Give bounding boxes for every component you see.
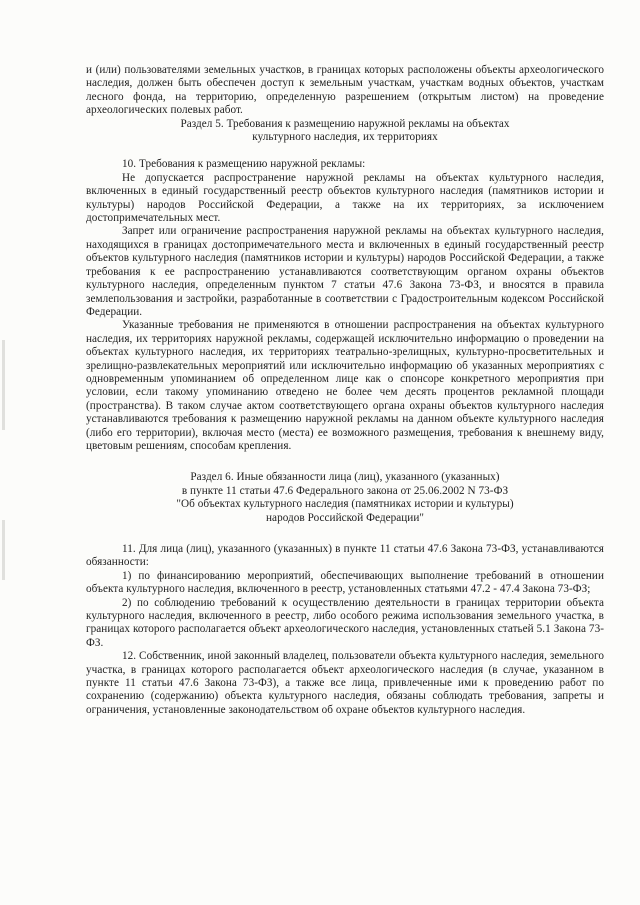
item10-paragraph-1: Не допускается распространение наружной рекламы на объектах культурного наследия, включенных в единый государственный реестр объектов культурного наследия (памятников истории и культуры) народов Российской Федерации, а также на их территориях, за исключением достопримечательных мест. [86, 171, 604, 225]
item10-paragraph-3: Указанные требования не применяются в отношении распространения на объектах культурного наследия, их территориях наружной рекламы, содержащей исключительно информацию о проведении на объектах культурного наследия, их территориях театрально-зрелищных, культурно-просветительных и зрелищно-развлекательных мероприятий или исключительно информацию об указанных мероприятиях с одновременным упоминанием об определенном лице как о спонсоре конкретного мероприятия при условии, если такому упоминанию отведено не более чем десять процентов рекламной площади (пространства). В таком случае актом соответствующего органа охраны объектов культурного наследия устанавливаются требования к размещению наружной рекламы на данном объекте культурного наследия (либо его территории), включая место (места) ее возможного размещения, требования к внешнему виду, цветовым решениям, способам крепления. [86, 319, 604, 452]
section5-title-line1: Раздел 5. Требования к размещению наружной рекламы на объектах [180, 117, 510, 130]
item11-subitem-2: 2) по соблюдению требований к осуществлению деятельности в границах территории объекта культурного наследия, включенного в реестр, либо особого режима использования земельного участка, в границах которого располагается объект археологического наследия, установленных статьей 5.1 Закона 73-ФЗ. [86, 596, 604, 649]
section6-title-line4: народов Российской Федерации" [266, 511, 424, 524]
scan-edge-mark [2, 520, 5, 580]
document-body [86, 64, 604, 717]
section5-title-line2: культурного наследия, их территориях [252, 131, 438, 144]
section6-title-line3: "Об объектах культурного наследия (памятниках истории и культуры) [176, 498, 514, 511]
scan-edge-mark [2, 340, 5, 430]
intro-paragraph: и (или) пользователями земельных участков, в границах которых расположены объекты археологического наследия, должен быть обеспечен доступ к земельным участкам, участкам водных объектов, участкам лесного фонда, на территорию, определенную разрешением (открытым листом) на проведение археологических полевых работ. [86, 64, 604, 117]
item10-paragraph-2: Запрет или ограничение распространения наружной рекламы на объектах культурного наследия, находящихся в границах достопримечательного места и включенных в единый государственный реестр объектов культурного наследия (памятников истории и культуры) народов Российской Федерации, а также требования к ее распространению устанавливаются соответствующим органом охраны объектов культурного наследия, определенным пунктом 7 статьи 47.6 Закона 73-ФЗ, и вносятся в правила землепользования и застройки, разработанные в соответствии с Градостроительным кодексом Российской Федерации. [86, 225, 604, 318]
item12-paragraph: 12. Собственник, иной законный владелец, пользователи объекта культурного наследия, земельного участка, в границах которого располагается объект археологического наследия (в случае, указанном в пункте 11 статьи 47.6 Закона 73-ФЗ), а также все лица, привлеченные ими к проведению работ по сохранению (содержанию) объекта культурного наследия, обязаны соблюдать требования, запреты и ограничения, установленные законодательством об охране объектов культурного наследия. [86, 650, 604, 716]
section6-title-line2: в пункте 11 статьи 47.6 Федерального закона от 25.06.2002 N 73-ФЗ [181, 484, 509, 497]
item11-subitem-1: 1) по финансированию мероприятий, обеспечивающих выполнение требований в отношении объекта культурного наследия, включенного в реестр, установленных статьями 47.2 - 47.4 Закона 73-ФЗ; [86, 569, 604, 596]
item11-intro: 11. Для лица (лиц), указанного (указанных) в пункте 11 статьи 47.6 Закона 73-ФЗ, устанавливаются обязанности: [86, 543, 604, 569]
item10-heading: 10. Требования к размещению наружной рекламы: [122, 158, 366, 171]
section6-title-line1: Раздел 6. Иные обязанности лица (лиц), указанного (указанных) [190, 471, 500, 484]
